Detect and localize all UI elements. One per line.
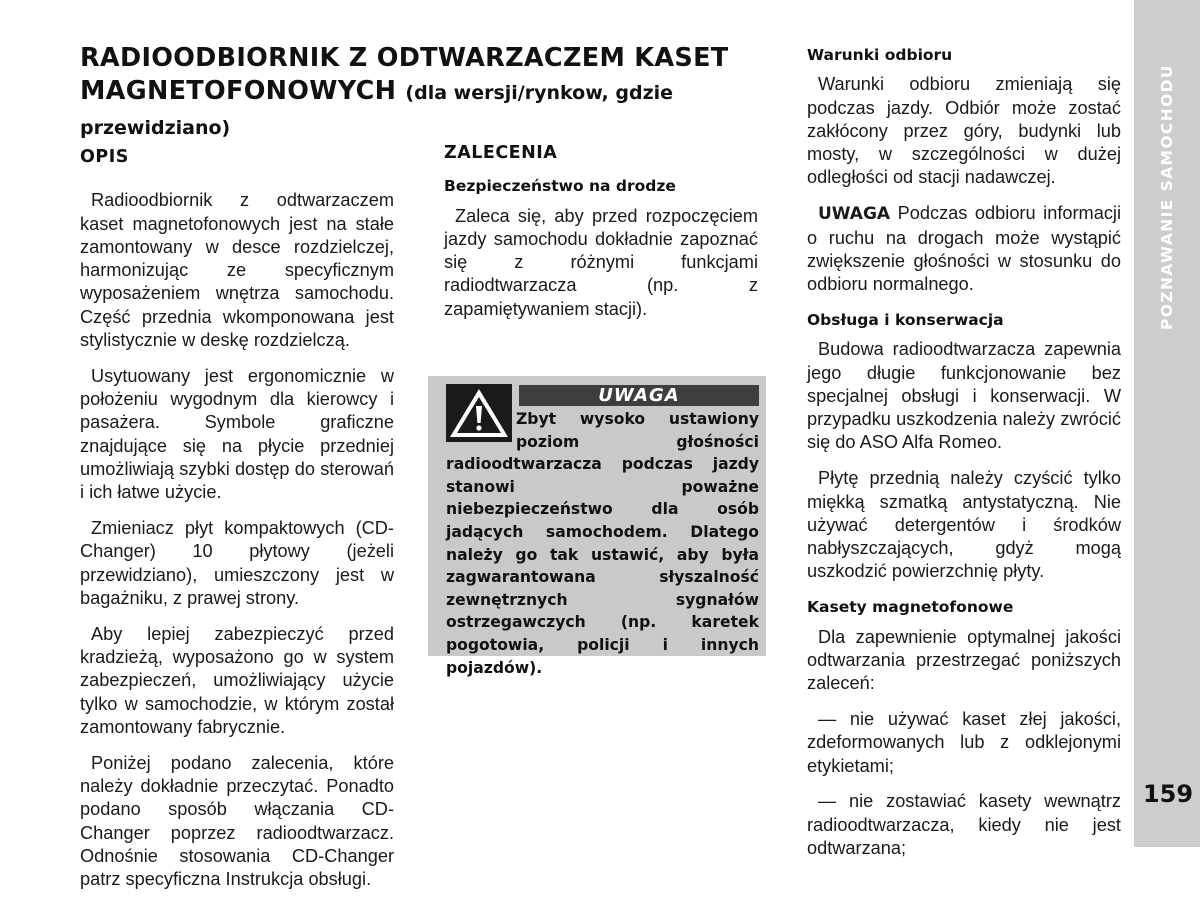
zalecenia-paragraph: Zaleca się, aby przed rozpoczęciem jazdy samochodu dokładnie zapoznać się z różnymi funkcjami radiodtwarzacza (np. z zapamiętywaniem stacji). — [444, 205, 758, 319]
warning-text-block — [446, 408, 759, 679]
subheading-bezpieczenstwo: Bezpieczeństwo na drodze — [444, 177, 676, 196]
uwaga-paragraph — [807, 202, 1121, 296]
warning-text: Zbyt wysoko ustawiony poziom głośności radioodtwarzacza podczas jazdy stanowi poważne niebezpieczeństwo dla osób jadących samochodem. Dlatego należy go tak ustawić, aby była zagwarantowana słyszalność zewnętrznych sygnałów ostrzegawczych (np. karetek pogotowia, policji i innych pojazdów). — [446, 410, 759, 677]
subheading-warunki-odbioru: Warunki odbioru — [807, 46, 953, 64]
column-warunki — [807, 44, 1121, 873]
title-line-2-main: MAGNETOFONOWYCH — [80, 76, 397, 106]
uwaga-inline-label: UWAGA — [818, 204, 891, 225]
section-heading-zalecenia: ZALECENIA — [444, 143, 558, 163]
warunki-paragraph: Warunki odbioru zmieniają się podczas jazdy. Odbiór może zostać zakłócony przez góry, budynki lub mosty, w szczególności w dużej odległości od stacji nadawczej. — [807, 74, 1121, 188]
subheading-kasety: Kasety magnetofonowe — [807, 598, 1014, 617]
opis-paragraph-3: Zmieniacz płyt kompaktowych (CD-Changer) 10 płytowy (jeżeli przewidziano), umieszczony jest w bagażniku, z prawej strony. — [80, 518, 394, 609]
obsluga-paragraph-1: Budowa radioodtwarzacza zapewnia jego długie funkcjonowanie bez specjalnej obsługi i konserwacji. W przypadku uszkodzenia należy zwrócić się do ASO Alfa Romeo. — [807, 339, 1121, 453]
column-opis — [80, 146, 394, 904]
opis-paragraph-5: Poniżej podano zalecenia, które należy dokładnie przeczytać. Ponadto podano sposób włączania CD-Changer poprzez radioodtwarzacz. Odnośnie stosowania CD-Changer patrz specyficzna Instrukcja obsługi. — [80, 752, 394, 890]
column-zalecenia — [444, 142, 758, 334]
uwaga-inline-text: Podczas odbioru informacji o ruchu na drogach może wystąpić zwiększenie głośności w stosunku do odbioru normalnego. — [807, 203, 1121, 295]
opis-paragraph-2: Usytuowany jest ergonomicznie w położeniu wygodnym dla kierowcy i pasażera. Symbole graficzne znajdujące się na płycie przedniej umożliwiają szybki dostęp do sterowań i ich łatwe użycie. — [80, 365, 394, 503]
warning-icon-spacer — [446, 408, 516, 443]
warning-box — [428, 376, 766, 677]
opis-paragraph-4: Aby lepiej zabezpieczyć przed kradzieżą, wyposażono go w system zabezpieczeń, umożliwiający użycie tylko w samochodzie, w którym został zamontowany fabrycznie. — [80, 623, 394, 738]
page-number: 159 — [1142, 780, 1194, 808]
subheading-obsluga: Obsługa i konserwacja — [807, 310, 1004, 329]
warning-label: UWAGA — [519, 385, 759, 406]
kasety-paragraph-2: — nie używać kaset złej jakości, zdeformowanych lub z odklejonymi etykietami; — [807, 708, 1121, 776]
kasety-paragraph-3: — nie zostawiać kasety wewnątrz radioodtwarzacza, kiedy nie jest odtwarzana; — [807, 791, 1121, 858]
section-heading-opis: OPIS — [80, 147, 129, 167]
opis-paragraph-1: Radioodbiornik z odtwarzaczem kaset magnetofonowych jest na stałe zamontowany w desce rozdzielczej, harmonizując ze specyficznym wyposażeniem wnętrza samochodu. Część przednia wkomponowana jest stylistycznie w deskę rozdzielczą. — [80, 190, 394, 351]
title-line-2 — [80, 75, 800, 145]
kasety-paragraph-1: Dla zapewnienie optymalnej jakości odtwarzania przestrzegać poniższych zaleceń: — [807, 626, 1121, 694]
title-line-1: RADIOODBIORNIK Z ODTWARZACZEM KASET — [80, 43, 729, 73]
page-title — [80, 42, 800, 145]
sidebar-section-title: POZNAWANIE SAMOCHODU — [1158, 64, 1176, 330]
title-subtitle: (dla wersji/rynkow, gdzie przewidziano) — [80, 82, 674, 139]
obsluga-paragraph-2: Płytę przednią należy czyścić tylko miękką szmatką antystatyczną. Nie używać detergentów i środków nabłyszczających, gdyż mogą uszkodzić powierzchnię płyty. — [807, 468, 1121, 582]
